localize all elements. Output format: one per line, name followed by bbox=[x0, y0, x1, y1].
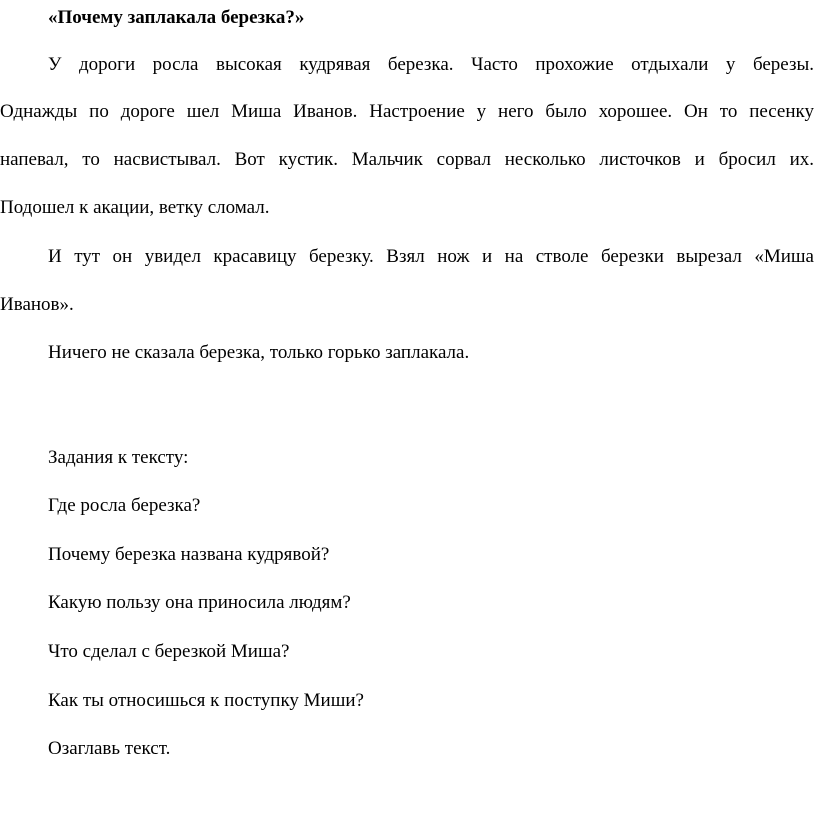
task-item: Как ты относишься к поступку Миши? bbox=[48, 690, 364, 711]
story-paragraph-2-line-2: Иванов». bbox=[0, 294, 74, 315]
story-paragraph-1-line-2: Однажды по дороге шел Миша Иванов. Настроение у него было хорошее. Он то песенку bbox=[0, 101, 814, 122]
story-paragraph-1-line-3: напевал, то насвистывал. Вот кустик. Мальчик сорвал несколько листочков и бросил их. bbox=[0, 149, 814, 170]
story-paragraph-3-line-1: Ничего не сказала березка, только горько заплакала. bbox=[48, 342, 470, 363]
task-item: Какую пользу она приносила людям? bbox=[48, 592, 351, 613]
document-title: «Почему заплакала березка?» bbox=[48, 7, 305, 28]
tasks-heading: Задания к тексту: bbox=[48, 447, 189, 468]
task-item: Почему березка названа кудрявой? bbox=[48, 544, 330, 565]
story-paragraph-1-line-4: Подошел к акации, ветку сломал. bbox=[0, 197, 270, 218]
task-item: Где росла березка? bbox=[48, 495, 201, 516]
story-paragraph-2-line-1: И тут он увидел красавицу березку. Взял нож и на стволе березки вырезал «Миша bbox=[48, 246, 814, 267]
story-paragraph-1-line-1: У дороги росла высокая кудрявая березка. Часто прохожие отдыхали у березы. bbox=[48, 54, 814, 75]
task-item: Что сделал с березкой Миша? bbox=[48, 641, 290, 662]
task-item: Озаглавь текст. bbox=[48, 738, 171, 759]
